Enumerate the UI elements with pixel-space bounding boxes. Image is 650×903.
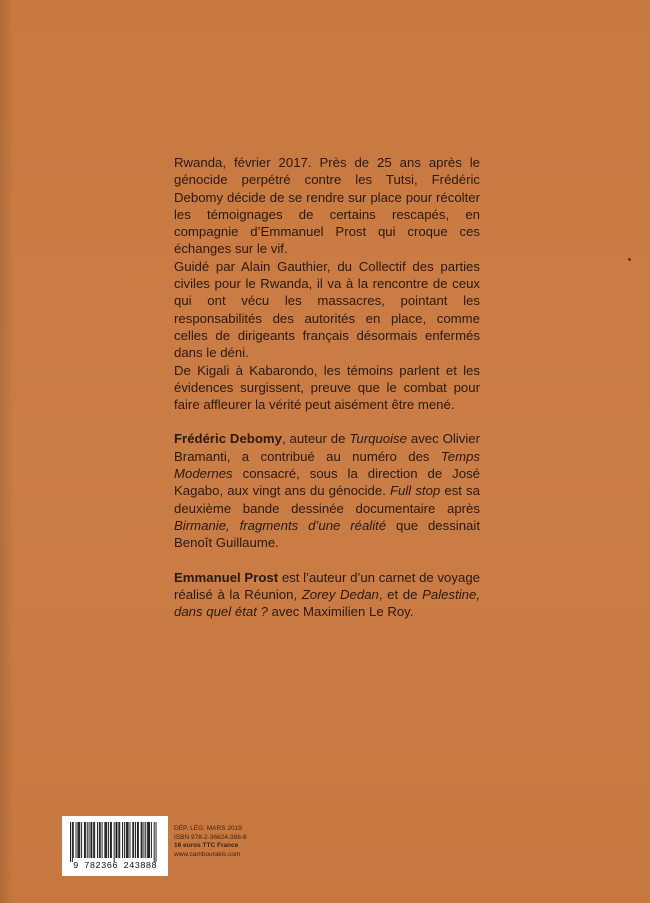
barcode-bar	[89, 822, 90, 858]
barcode-bar	[127, 822, 128, 858]
barcode-bar	[76, 822, 77, 858]
barcode-bars	[70, 822, 160, 862]
barcode-bar	[126, 822, 127, 858]
barcode-bar	[104, 822, 105, 858]
barcode-bar	[72, 822, 73, 862]
barcode-bar	[100, 822, 101, 858]
price: 16 euros TTC France	[174, 842, 239, 850]
legal-info	[174, 825, 247, 859]
barcode-bar	[119, 822, 120, 858]
barcode-bar	[114, 822, 115, 862]
book-title: Full stop	[389, 483, 441, 499]
barcode-bar	[117, 822, 118, 858]
bio-text: que dessinait Benoît Guillaume.	[174, 517, 480, 551]
barcode-bar	[149, 822, 150, 858]
bio-text: est sa deuxième bande dessinée documentaire après	[174, 483, 480, 516]
barcode-bar	[148, 822, 149, 858]
bio-text: est l’auteur d’un carnet de voyage réalisé à la Réunion,	[174, 569, 480, 602]
barcode-bar	[85, 822, 86, 858]
book-title: Palestine, dans quel état ?	[174, 586, 480, 620]
barcode-bar	[73, 822, 74, 858]
barcode-bar	[128, 822, 129, 858]
barcode-bar	[87, 822, 88, 858]
barcode-bar	[78, 822, 79, 858]
barcode-bar	[90, 822, 91, 858]
barcode-bar	[142, 822, 143, 858]
barcode-bar	[143, 822, 144, 858]
barcode-bar	[118, 822, 119, 858]
barcode-bar	[133, 822, 134, 858]
journal-title: Temps Modernes	[174, 448, 480, 482]
barcode-bar	[111, 822, 112, 858]
book-title: Zorey Dedan	[301, 586, 379, 602]
bio-text: consacré, sous la direction de José Kagabo, aux vingt ans du génocide.	[174, 466, 480, 499]
cover-mark	[628, 258, 631, 261]
barcode-bar	[106, 822, 107, 858]
barcode-bar	[145, 822, 146, 858]
book-title: Birmanie, fragments d’une réalité	[174, 517, 387, 533]
barcode-bar	[91, 822, 92, 858]
barcode-bar	[130, 822, 131, 858]
barcode-bar	[97, 822, 98, 858]
barcode-bar	[116, 822, 117, 858]
book-title: Turquoise	[349, 431, 407, 447]
barcode-bar	[122, 822, 123, 858]
publisher-website: www.cambourakis.com	[174, 850, 241, 858]
summary-paragraph-2: Guidé par Alain Gauthier, du Collectif des parties civiles pour le Rwanda, il va à la rencontre de ceux qui ont vécu les massacres, pointant les responsabilités des autorités en place, comme celles de dirigeants français désormais enfermés dans le déni.	[174, 258, 480, 361]
isbn-barcode	[62, 816, 168, 876]
barcode-bar	[154, 822, 155, 862]
back-cover-text	[174, 154, 480, 620]
bio-text: avec Maximilien Le Roy.	[267, 604, 414, 620]
barcode-bar	[138, 822, 139, 858]
barcode-bar	[110, 822, 111, 858]
barcode-bar	[79, 822, 80, 858]
illustrator-bio-prost	[174, 569, 480, 621]
barcode-bar	[102, 822, 103, 858]
barcode-bar	[151, 822, 152, 858]
barcode-bar	[105, 822, 106, 858]
barcode-bar	[156, 822, 157, 862]
barcode-bar	[141, 822, 142, 858]
barcode-bar	[81, 822, 82, 858]
bio-text: avec Olivier Bramanti, a contribué au numéro des	[174, 431, 480, 464]
bio-text: , auteur de	[281, 431, 350, 447]
author-bio-debomy	[174, 430, 480, 551]
illustrator-name: Emmanuel Prost	[174, 569, 279, 585]
author-name: Frédéric Debomy	[174, 431, 282, 447]
summary-paragraph-3: De Kigali à Kabarondo, les témoins parlent et les évidences surgissent, preuve que le combat pour faire affleurer la vérité peut aisément être mené.	[174, 362, 480, 413]
barcode-bar	[137, 822, 138, 858]
barcode-bar	[135, 822, 136, 858]
barcode-bar	[132, 822, 133, 858]
legal-deposit: DÉP. LÉG. MARS 2019	[174, 825, 242, 832]
barcode-bar	[147, 822, 148, 858]
barcode-bar	[108, 822, 109, 858]
barcode-bar	[124, 822, 125, 858]
summary-paragraph-1: Rwanda, février 2017. Près de 25 ans après le génocide perpétré contre les Tutsi, Frédéric Debomy décide de se rendre sur place pour récolter les témoignages de certains rescapés, en compagnie d’Emmanuel Prost qui croque ces échanges sur le vif.	[174, 155, 480, 257]
spine-shadow	[0, 0, 14, 903]
barcode-bar	[93, 822, 94, 858]
barcode-bar	[94, 822, 95, 858]
barcode-bar	[70, 822, 71, 862]
bio-text: , et de	[378, 586, 423, 602]
barcode-bar	[84, 822, 85, 858]
isbn-number: ISBN 978-2-36624-388-8	[174, 833, 247, 841]
barcode-digits: 9 782366 243888	[72, 861, 157, 871]
barcode-bar	[77, 822, 78, 858]
barcode-bar	[99, 822, 100, 858]
